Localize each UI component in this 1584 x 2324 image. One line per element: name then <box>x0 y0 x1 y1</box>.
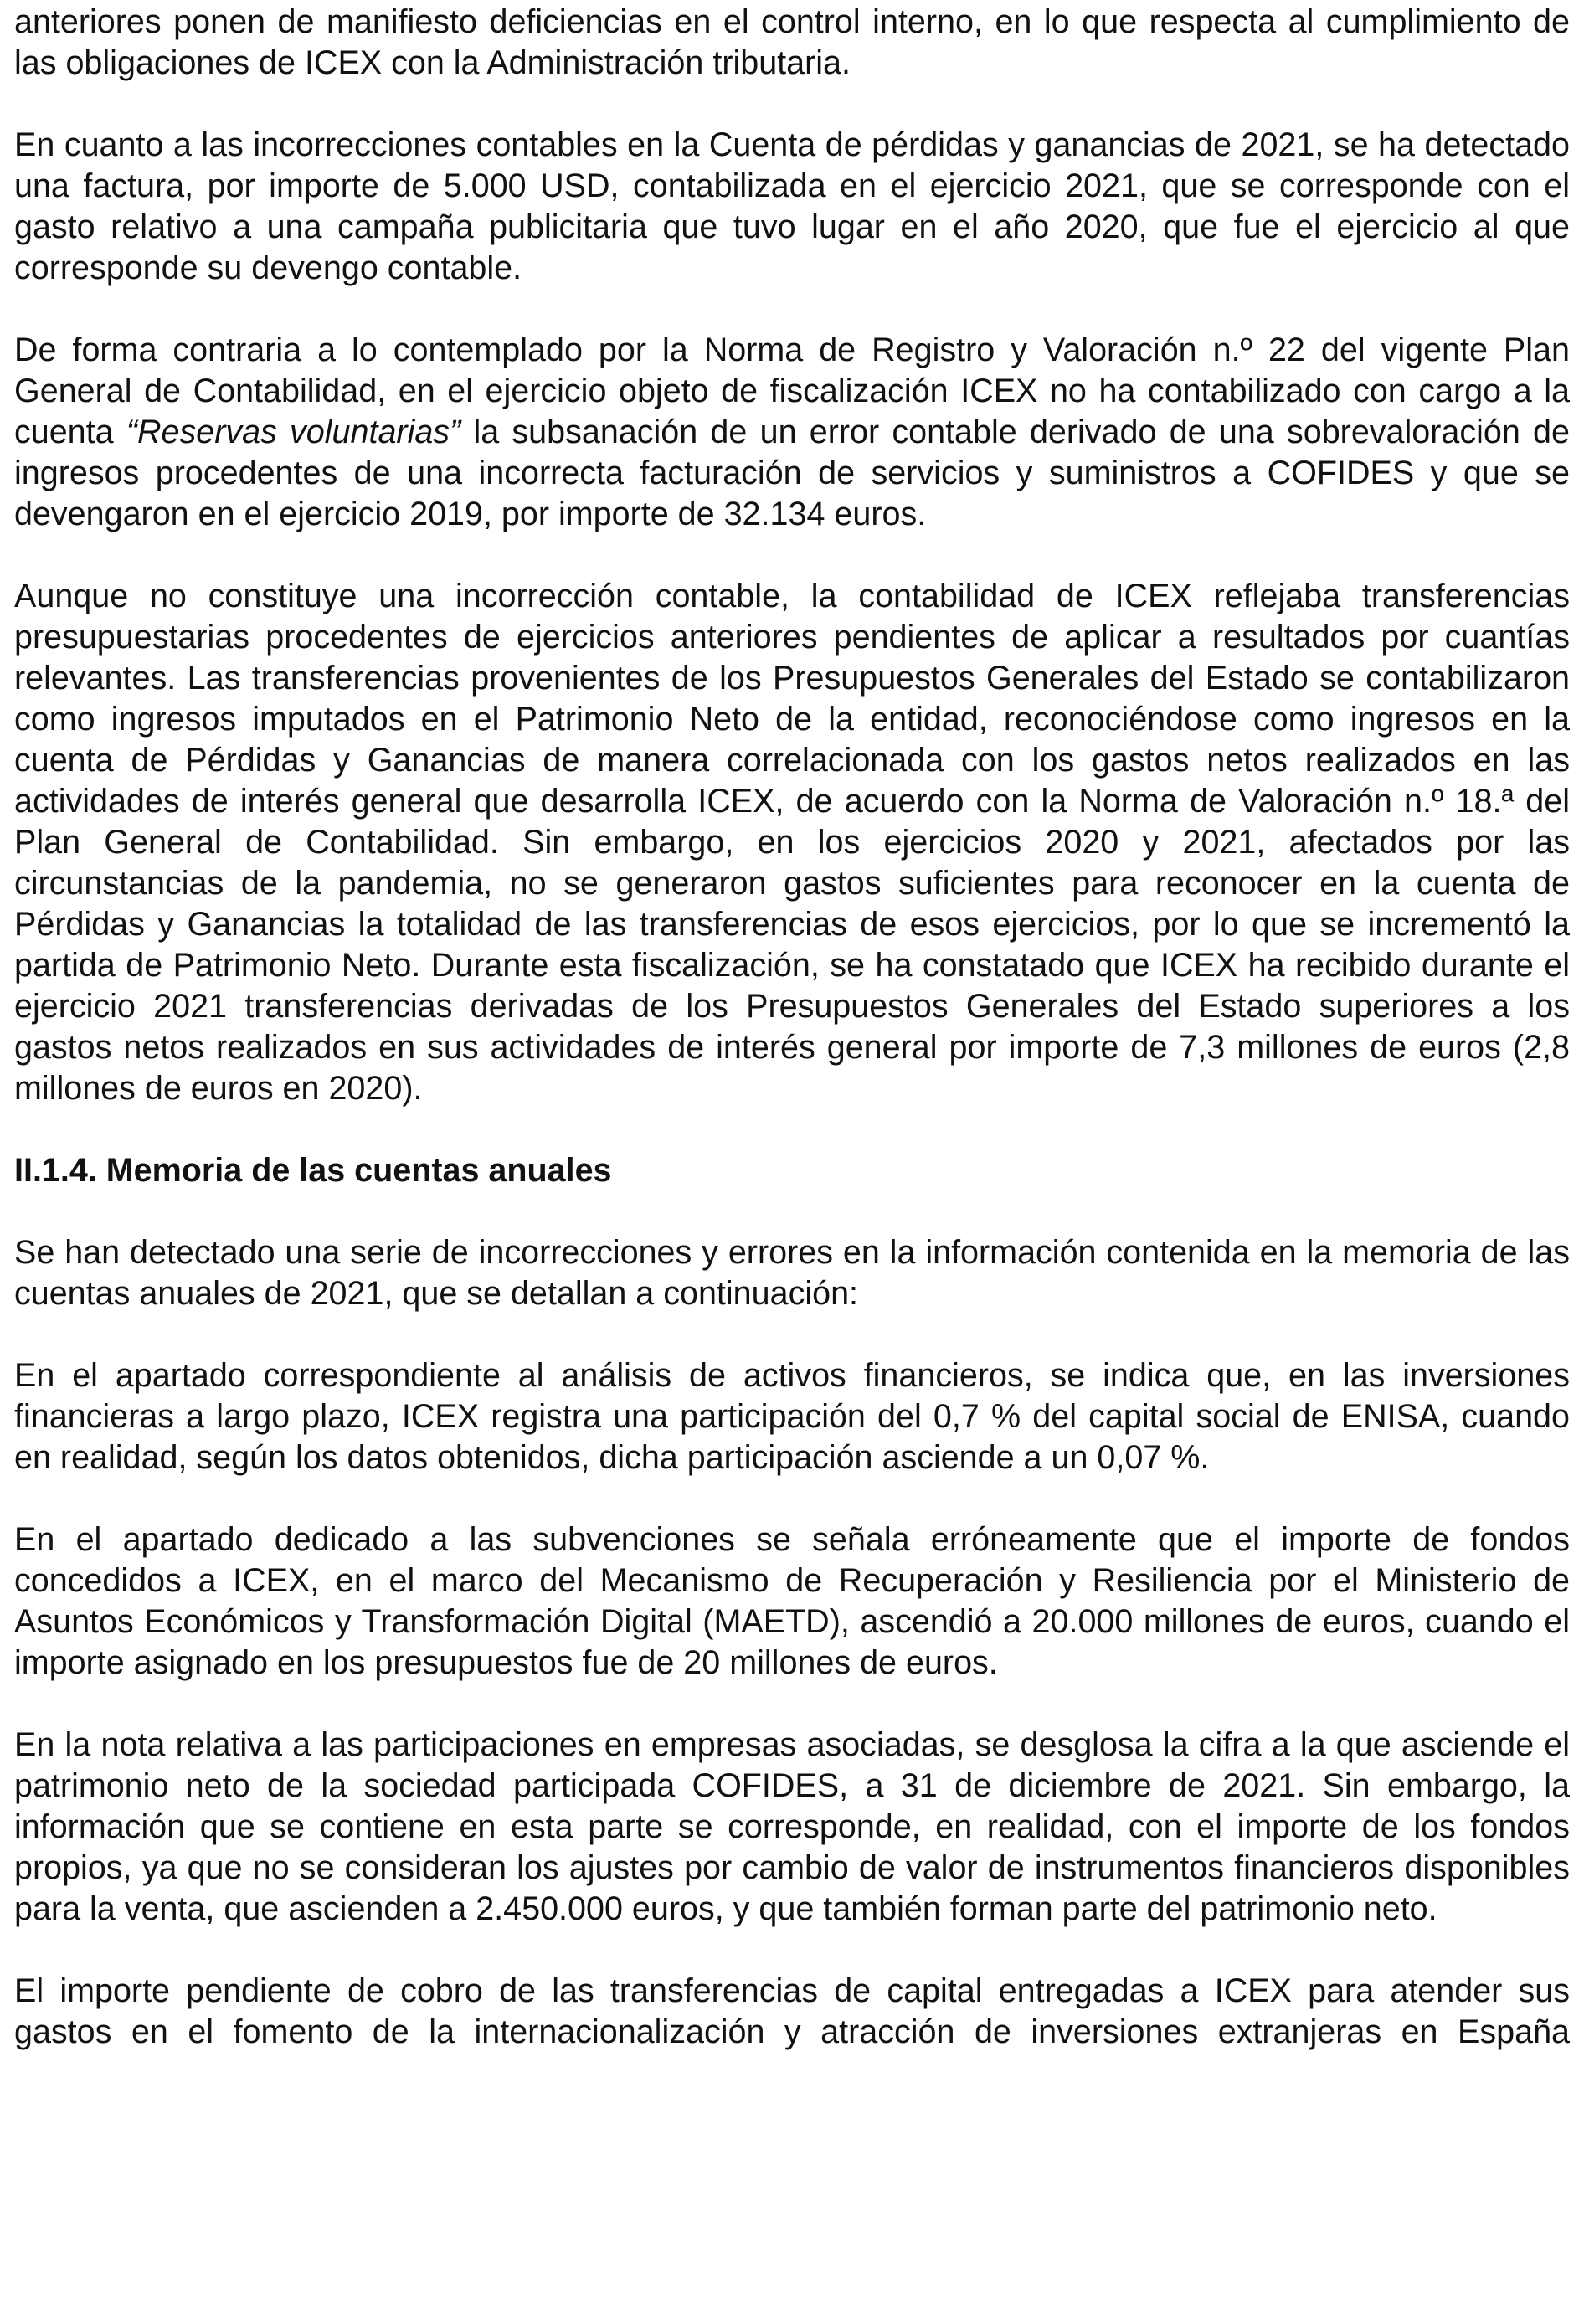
document-page <box>14 2 1570 2053</box>
paragraph-control-interno: anteriores ponen de manifiesto deficiencias en el control interno, en lo que respecta al cumplimiento de las obligaciones de ICEX con la Administración tributaria. <box>14 3 1570 81</box>
paragraph-subvenciones: En el apartado dedicado a las subvenciones se señala erróneamente que el importe de fondos concedidos a ICEX, en el marco del Mecanismo de Recuperación y Resiliencia por el Ministerio de Asuntos Económicos y Transformación Digital (MAETD), ascendió a 20.000 millones de euros, cuando el importe asignado en los presupuestos fue de 20 millones de euros. <box>14 1521 1570 1681</box>
norma-text-after: la subsanación de un error contable derivado de una sobrevaloración de ingresos procedentes de una incorrecta facturación de servicios y suministros a COFIDES y que se devengaron en el ejercicio 2019, por importe de 32.134 euros. <box>14 414 1570 532</box>
paragraph-memoria-intro: Se han detectado una serie de incorrecciones y errores en la información contenida en la memoria de las cuentas anuales de 2021, que se detallan a continuación: <box>14 1234 1570 1312</box>
paragraph-transferencias: Aunque no constituye una incorrección contable, la contabilidad de ICEX reflejaba transferencias presupuestarias procedentes de ejercicios anteriores pendientes de aplicar a resultados por cuantías relevantes. Las transferencias provenientes de los Presupuestos Generales del Estado se contabilizaron como ingresos imputados en el Patrimonio Neto de la entidad, reconociéndose como ingresos en la cuenta de Pérdidas y Ganancias de manera correlacionada con los gastos netos realizados en las actividades de interés general que desarrolla ICEX, de acuerdo con la Norma de Valoración n.º 18.ª del Plan General de Contabilidad. Sin embargo, en los ejercicios 2020 y 2021, afectados por las circunstancias de la pandemia, no se generaron gastos suficientes para reconocer en la cuenta de Pérdidas y Ganancias la totalidad de las transferencias de esos ejercicios, por lo que se incrementó la partida de Patrimonio Neto. Durante esta fiscalización, se ha constatado que ICEX ha recibido durante el ejercicio 2021 transferencias derivadas de los Presupuestos Generales del Estado superiores a los gastos netos realizados en sus actividades de interés general por importe de 7,3 millones de euros (2,8 millones de euros en 2020). <box>14 578 1570 1107</box>
paragraph-empresas-asociadas: En la nota relativa a las participaciones en empresas asociadas, se desglosa la cifra a la que asciende el patrimonio neto de la sociedad participada COFIDES, a 31 de diciembre de 2021. Sin embargo, la información que se contiene en esta parte se corresponde, en realidad, con el importe de los fondos propios, ya que no se consideran los ajustes por cambio de valor de instrumentos financieros disponibles para la venta, que ascienden a 2.450.000 euros, y que también forman parte del patrimonio neto. <box>14 1726 1570 1927</box>
paragraph-norma-registro <box>14 330 1570 535</box>
paragraph-activos-financieros: En el apartado correspondiente al análisis de activos financieros, se indica que, en las inversiones financieras a largo plazo, ICEX registra una participación del 0,7 % del capital social de ENISA, cuando en realidad, según los datos obtenidos, dicha participación asciende a un 0,07 %. <box>14 1357 1570 1476</box>
reservas-voluntarias-italic: “Reservas voluntarias” <box>126 414 461 450</box>
section-heading: II.1.4. Memoria de las cuentas anuales <box>14 1152 612 1189</box>
paragraph-factura-usd: En cuanto a las incorrecciones contables en la Cuenta de pérdidas y ganancias de 2021, se ha detectado una factura, por importe de 5.000 USD, contabilizada en el ejercicio 2021, que se corresponde con el gasto relativo a una campaña publicitaria que tuvo lugar en el año 2020, que fue el ejercicio al que corresponde su devengo contable. <box>14 126 1570 286</box>
norma-text-before: De forma contraria a lo contemplado por la Norma de Registro y Valoración n.º 22 del vigente Plan General de Contabilidad, en el ejercicio objeto de fiscalización ICEX no ha contabilizado con cargo a la cuenta <box>14 332 1570 450</box>
paragraph-importe-pendiente: El importe pendiente de cobro de las transferencias de capital entregadas a ICEX para atender sus gastos en el fomento de la internacionalización y atracción de inversiones extranjeras en España <box>14 1972 1570 2050</box>
